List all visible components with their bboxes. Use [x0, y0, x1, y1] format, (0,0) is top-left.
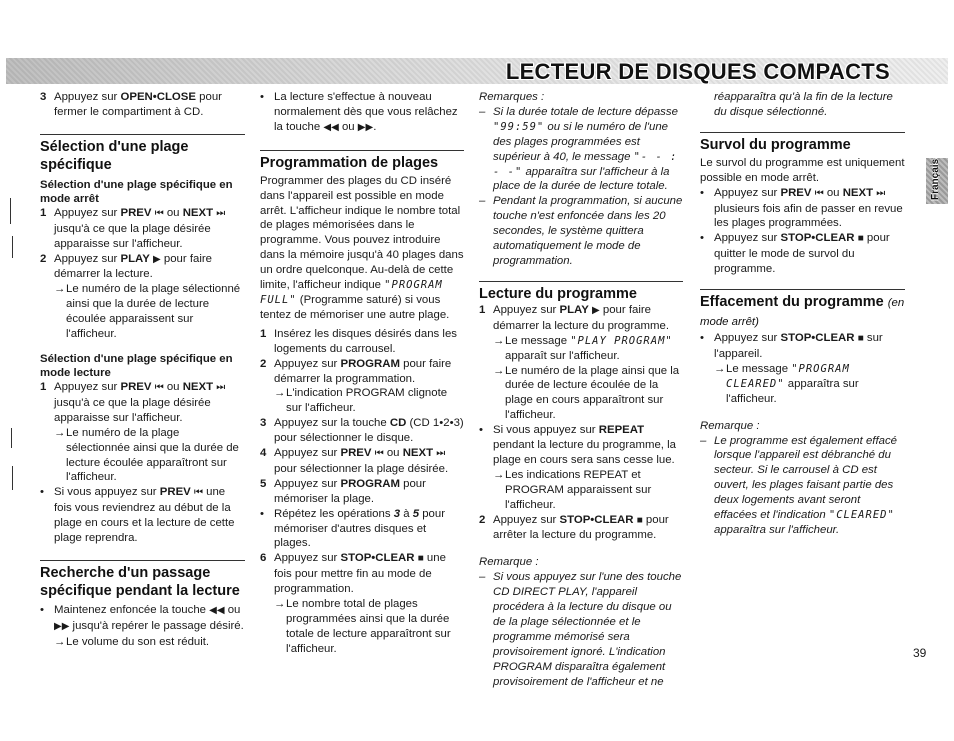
result-text: Le message — [726, 362, 792, 375]
rewind-icon: ◀◀ — [323, 121, 339, 133]
bullet-text: pour quitter le mode de survol du programme. — [714, 232, 890, 276]
play-icon: ▶ — [153, 253, 161, 265]
step-3-close — [40, 90, 245, 120]
intro-paragraph: Le survol du programme est uniquement possible en mode arrêt. — [700, 156, 905, 184]
result-note — [479, 334, 683, 364]
bullet-text: Maintenez enfoncée la touche — [54, 603, 210, 616]
bullet-item — [700, 331, 905, 362]
next-icon: ⏭ — [216, 207, 226, 219]
stop-icon: ■ — [857, 333, 864, 345]
bullet-text: à — [400, 507, 413, 520]
dash-icon: – — [479, 105, 486, 118]
paragraph-text: (Programme saturé) si vous tentez de mémoriser une autre plage. — [260, 293, 450, 321]
arrow-icon: → — [493, 468, 505, 481]
section-title — [700, 293, 905, 331]
remark-item — [479, 570, 683, 689]
key-label: PREV — [120, 380, 152, 393]
step-text: jusqu'à ce que la plage désirée apparaisse sur l'afficheur. — [54, 222, 211, 250]
section-title-text: Effacement du programme — [700, 294, 884, 311]
subsection-title: Sélection d'une plage spécifique en mode lecture — [40, 352, 233, 379]
bullet-text: sur l'appareil. — [714, 332, 883, 360]
step-text: Appuyez sur — [274, 447, 341, 460]
step-text: Appuyez sur — [54, 91, 121, 103]
bullet-text: plusieurs fois afin de passer en revue les plages programmées. — [714, 202, 903, 230]
remark-item — [700, 434, 905, 538]
result-text: Les indications REPEAT et PROGRAM apparaissent sur l'afficheur. — [505, 468, 652, 511]
bullet-icon: • — [700, 332, 704, 345]
step-text: Insérez les disques désirés dans les logements du carrousel. — [274, 327, 457, 355]
dash-icon: – — [479, 195, 486, 208]
lcd-message: "- - : - -" — [493, 150, 678, 178]
arrow-icon: → — [274, 598, 286, 611]
result-note — [479, 468, 683, 513]
key-label: REPEAT — [598, 424, 645, 437]
step-number: 5 — [260, 477, 267, 490]
section-divider — [40, 560, 245, 561]
result-note — [260, 386, 464, 416]
lcd-message: "CLEARED" — [828, 509, 895, 522]
section-title: Survol du programme — [700, 136, 851, 153]
remark-title: Remarque : — [700, 419, 760, 432]
next-icon: ⏭ — [216, 381, 226, 393]
dash-icon: – — [479, 571, 486, 584]
arrow-icon: → — [714, 362, 726, 375]
fast-forward-icon: ▶▶ — [357, 121, 374, 133]
column-3 — [479, 90, 683, 690]
section-divider — [260, 150, 464, 151]
prev-icon: ⏮ — [193, 487, 203, 499]
key-label: PREV — [120, 206, 152, 219]
arrow-icon: → — [274, 387, 286, 400]
remark-text: Si vous appuyez sur l'une des touche CD DIRECT PLAY, l'appareil procédera à la lecture du disque ou de la plage sélectionnée et le programme mémorisé sera provisoirement ignoré. L'indication PROGRAM disparaîtra également provisoirement de l'afficheur et ne — [493, 571, 682, 688]
section-title: Recherche d'un passage spécifique pendant la lecture — [40, 564, 240, 599]
remark-text: Le programme est également effacé lorsque l'appareil est débranché du secteur. Si le carrousel à CD est ouvert, les plages faisant partie des deux logements avant seront effacées et l'indication — [714, 434, 897, 522]
lcd-message: "PLAY PROGRAM" — [570, 334, 673, 347]
step-text: Appuyez sur — [493, 303, 560, 316]
step-text: ou — [163, 206, 183, 219]
prev-icon: ⏮ — [154, 381, 164, 393]
bullet-text: pendant la lecture du programme, la plage en cours sera sans cesse lue. — [493, 439, 676, 466]
step-text: Appuyez sur — [54, 380, 121, 393]
arrow-icon: → — [493, 334, 505, 347]
result-text: apparaîtra sur l'afficheur. — [726, 377, 859, 405]
step-text: Appuyez sur — [274, 552, 341, 565]
step-text: ou — [383, 447, 403, 460]
step-text: pour arrêter la lecture du programme. — [493, 513, 669, 542]
section-title: Programmation de plages — [260, 154, 439, 171]
step-text: pour faire démarrer la lecture. — [54, 252, 212, 281]
step-number: 1 — [40, 206, 47, 219]
margin-mark — [12, 466, 13, 490]
prev-icon: ⏮ — [814, 187, 824, 199]
arrow-icon: → — [493, 364, 505, 377]
step-4-select — [260, 446, 464, 477]
next-icon: ⏭ — [436, 448, 446, 460]
bullet-icon: • — [260, 91, 264, 103]
section-title: Lecture du programme — [479, 285, 637, 302]
bullet-text: Appuyez sur — [714, 186, 781, 199]
bullet-item — [479, 423, 683, 468]
section-subtitle: (en mode arrêt) — [700, 297, 905, 329]
bullet-text: ou — [823, 186, 843, 199]
bullet-text: pour mémoriser d'autres disques et plages. — [274, 507, 446, 550]
next-icon: ⏭ — [876, 187, 886, 199]
result-text: apparaît sur l'afficheur. — [505, 349, 620, 362]
key-label: NEXT — [402, 447, 434, 460]
step-text: pour fermer le compartiment à CD. — [54, 91, 222, 118]
bullet-icon: • — [260, 507, 264, 520]
lcd-message: "PROGRAM CLEARED" — [726, 362, 850, 390]
margin-mark — [11, 428, 12, 448]
step-ref: 3 — [393, 507, 401, 520]
step-text: (CD 1•2•3) pour sélectionner le disque. — [274, 417, 464, 445]
result-note — [700, 362, 905, 407]
step-text: jusqu'à ce que la plage désirée apparaisse sur l'afficheur. — [54, 396, 211, 424]
step-number: 1 — [40, 380, 47, 393]
remark-text: apparaîtra sur l'afficheur à la place de la durée de lecture totale. — [493, 165, 670, 193]
bullet-text: ou — [338, 120, 358, 133]
step-text: pour faire démarrer la programmation. — [274, 357, 452, 385]
bullet-text: . — [373, 120, 377, 133]
bullet-text: une fois vous reviendrez au début de la plage en cours et la lecture de cette plage reprendra. — [54, 486, 235, 545]
result-note — [479, 364, 683, 424]
step-6-stop — [260, 551, 464, 597]
key-label: PREV — [159, 486, 191, 499]
bullet-text: jusqu'à repérer le passage désiré. — [69, 619, 244, 632]
section-divider — [700, 289, 905, 290]
margin-mark — [10, 198, 11, 224]
step-number: 3 — [40, 91, 47, 103]
result-text: Le numéro de la plage ainsi que la durée de lecture écoulée de la plage en cours apparaîtront sur l'afficheur. — [505, 364, 680, 422]
step-number: 2 — [260, 357, 267, 370]
key-label: PLAY — [559, 303, 589, 316]
section-title: Sélection d'une plage spécifique — [40, 138, 189, 173]
dash-icon: – — [700, 434, 707, 447]
remark-text: Pendant la programmation, si aucune touche n'est enfoncée dans les 20 secondes, le système quittera automatiquement le mode de programmation. — [493, 195, 683, 267]
fast-forward-icon: ▶▶ — [54, 620, 70, 632]
column-1 — [40, 90, 245, 650]
step-number: 3 — [260, 417, 267, 430]
bullet-text: Appuyez sur — [714, 232, 781, 245]
arrow-icon: → — [54, 426, 66, 439]
bullet-text: ou — [224, 603, 241, 616]
remark-continuation: réapparaîtra qu'à la fin de la lecture du disque sélectionné. — [714, 91, 893, 118]
step-text: ou — [163, 380, 183, 393]
step-text: Appuyez sur — [274, 357, 341, 370]
language-tab — [926, 158, 948, 204]
prev-icon: ⏮ — [374, 448, 384, 460]
bullet-icon: • — [700, 186, 704, 199]
key-label: NEXT — [182, 380, 214, 393]
step-text: Appuyez sur — [493, 513, 560, 526]
bullet-item — [700, 186, 905, 232]
result-text: Le numéro de la plage sélectionné ainsi que la durée de lecture écoulée apparaissent sur l'afficheur. — [66, 283, 241, 341]
stop-icon: ■ — [636, 514, 643, 526]
section-divider — [40, 134, 245, 135]
bullet-text: Appuyez sur — [714, 332, 781, 345]
lcd-message: "PROGRAM FULL" — [260, 279, 443, 306]
step-number: 1 — [479, 303, 486, 316]
key-label: OPEN•CLOSE — [120, 91, 196, 103]
step-2-program — [260, 357, 464, 387]
bullet-item — [40, 603, 245, 635]
key-label: PROGRAM — [340, 357, 400, 370]
step-text: Appuyez sur — [274, 477, 341, 490]
key-label: PLAY — [120, 252, 150, 265]
prev-icon: ⏮ — [154, 207, 164, 219]
column-2 — [260, 90, 464, 657]
remark-item — [479, 105, 683, 194]
subsection-title: Sélection d'une plage spécifique en mode arrêt — [40, 178, 233, 205]
result-note — [260, 597, 464, 657]
page-title: LECTEUR DE DISQUES COMPACTS — [505, 59, 890, 84]
key-label: STOP•CLEAR — [780, 232, 855, 245]
remark-text: ou si le numéro de l'une des plages programmées est supérieur à 40, le message — [493, 120, 669, 163]
header-banner — [6, 58, 948, 84]
arrow-icon: → — [54, 283, 66, 296]
remark-title: Remarque : — [479, 556, 539, 569]
step-text: Appuyez sur la touche — [274, 417, 390, 430]
bullet-item — [260, 507, 464, 552]
bullet-item — [260, 90, 464, 136]
remark-text: apparaîtra sur l'afficheur. — [714, 523, 840, 536]
step-ref: 5 — [412, 507, 420, 520]
column-4 — [700, 90, 905, 538]
key-label: STOP•CLEAR — [559, 513, 634, 526]
result-note — [40, 282, 245, 342]
step-1-play — [479, 303, 683, 334]
step-number: 2 — [479, 513, 486, 526]
bullet-icon: • — [40, 603, 44, 616]
bullet-icon: • — [40, 486, 44, 499]
language-tab-label: Français — [930, 158, 941, 200]
step-3-cd — [260, 416, 464, 446]
step-1-insert — [260, 327, 464, 357]
bullet-text: Si vous appuyez sur — [493, 424, 599, 437]
key-label: PROGRAM — [340, 477, 400, 490]
step-1-playmode — [40, 380, 245, 426]
lcd-message: "99:59" — [493, 120, 545, 133]
step-text: pour mémoriser la plage. — [274, 477, 426, 505]
remarks-title: Remarques : — [479, 91, 545, 103]
result-text: Le message — [505, 334, 571, 347]
section-divider — [700, 132, 905, 133]
bullet-icon: • — [479, 424, 483, 437]
result-note — [40, 426, 245, 486]
step-text: pour sélectionner la plage désirée. — [274, 462, 449, 475]
page-number: 39 — [913, 646, 927, 660]
result-text: Le nombre total de plages programmées ainsi que la durée totale de lecture apparaîtront sur l'afficheur. — [286, 598, 451, 655]
step-number: 1 — [260, 327, 267, 340]
key-label: PREV — [340, 447, 372, 460]
step-1-stopmode — [40, 206, 245, 252]
play-icon: ▶ — [592, 304, 600, 316]
bullet-text: Répétez les opérations — [274, 507, 394, 520]
result-note — [40, 635, 245, 650]
step-text: une fois pour mettre fin au mode de programmation. — [274, 552, 446, 596]
key-label: PREV — [780, 186, 812, 199]
section-divider — [479, 281, 683, 282]
result-text: Le numéro de la plage sélectionnée ainsi que la durée de lecture écoulée apparaîtront sur l'afficheur. — [66, 426, 239, 484]
stop-icon: ■ — [857, 233, 864, 245]
step-5-memorize — [260, 477, 464, 507]
rewind-icon: ◀◀ — [209, 604, 225, 616]
margin-mark — [12, 236, 13, 258]
bullet-item — [700, 231, 905, 277]
step-text: Appuyez sur — [54, 252, 121, 265]
bullet-text: La lecture s'effectue à nouveau normalement dès que vous relâchez la touche — [274, 91, 458, 133]
step-number: 2 — [40, 252, 47, 265]
step-2-stopmode — [40, 252, 245, 283]
result-text: Le volume du son est réduit. — [66, 635, 210, 648]
arrow-icon: → — [54, 635, 66, 648]
bullet-text: Si vous appuyez sur — [54, 486, 160, 499]
bullet-icon: • — [700, 232, 704, 245]
key-label: STOP•CLEAR — [340, 552, 415, 565]
step-text: pour faire démarrer la lecture du programme. — [493, 303, 669, 332]
paragraph-text: Programmer des plages du CD inséré dans l'appareil est possible en mode arrêt. L'afficheur indique le nombre total de plages mémorisées dans le programme. Vous pouvez introduire dans la mémoire jusqu'à 40 plages dans un ordre quelconque. Au-delà de cette limite, l'afficheur indique — [260, 174, 464, 292]
step-number: 6 — [260, 552, 267, 565]
remark-text: Si la durée totale de lecture dépasse — [493, 105, 678, 118]
step-number: 4 — [260, 447, 267, 460]
key-label: NEXT — [842, 186, 874, 199]
key-label: STOP•CLEAR — [780, 332, 855, 345]
key-label: NEXT — [182, 206, 214, 219]
remark-item — [479, 194, 683, 269]
bullet-item — [40, 485, 245, 546]
result-text: L'indication PROGRAM clignote sur l'afficheur. — [286, 387, 448, 415]
step-2-stop — [479, 513, 683, 544]
step-text: Appuyez sur — [54, 206, 121, 219]
intro-paragraph — [260, 174, 464, 323]
key-label: CD — [389, 417, 407, 430]
stop-icon: ■ — [417, 553, 424, 565]
